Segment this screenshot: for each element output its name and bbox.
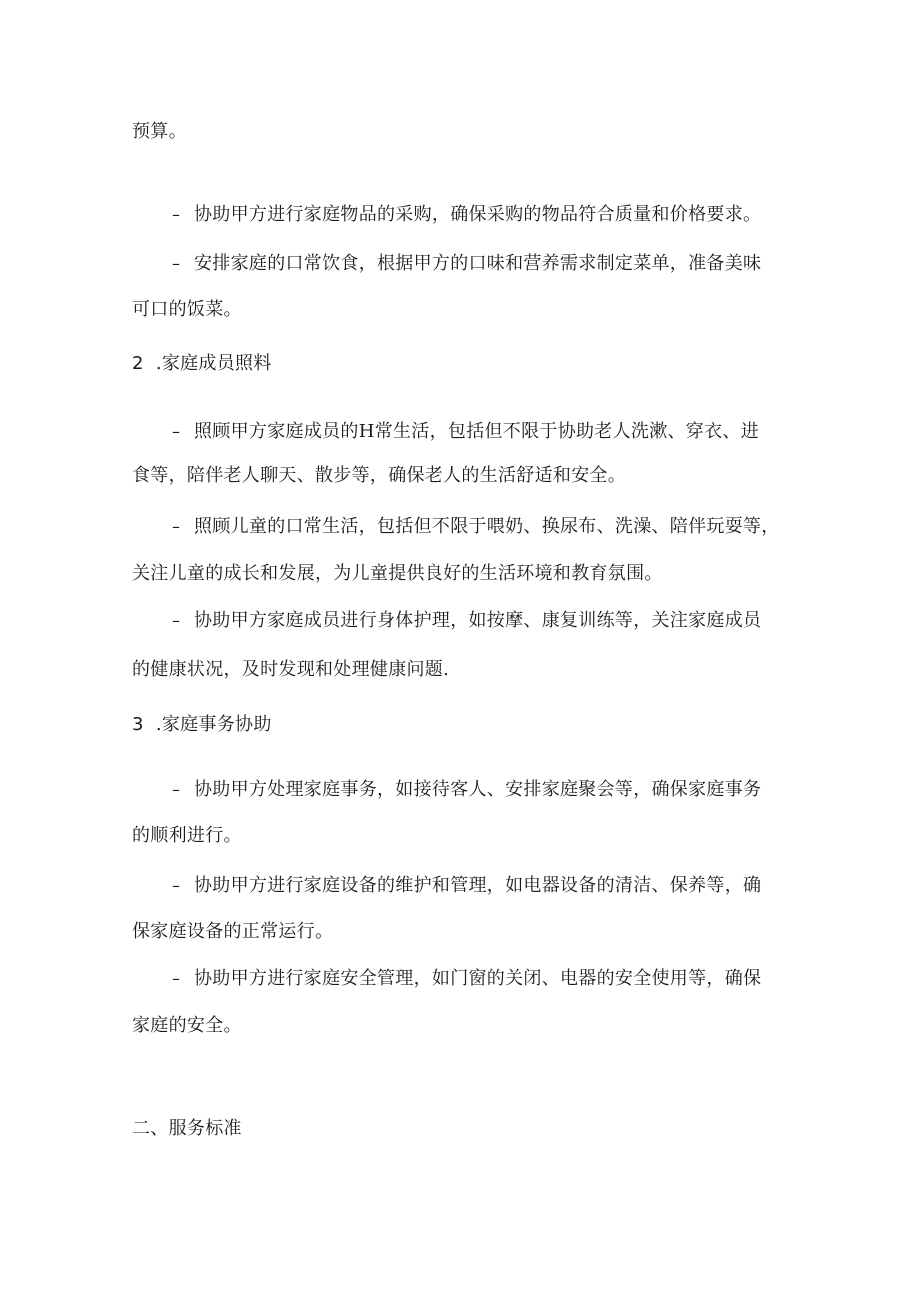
list-item-text: 安排家庭的口常饮食，根据甲方的口味和营养需求制定菜单，准备美味 bbox=[194, 253, 762, 274]
list-item bbox=[172, 778, 761, 802]
list-item-text: 照顾甲方家庭成员的H常生活，包括但不限于协助老人洗漱、穿衣、进 bbox=[194, 421, 759, 442]
list-item bbox=[172, 609, 761, 633]
section-number: 2 bbox=[132, 353, 144, 374]
list-item-continuation: 的顺利进行。 bbox=[132, 825, 242, 846]
list-item-continuation: 可口的饭菜。 bbox=[132, 299, 242, 320]
list-item-text: 协助甲方家庭成员进行身体护理，如按摩、康复训练等，关注家庭成员 bbox=[194, 610, 762, 631]
list-item-continuation: 关注儿童的成长和发展，为儿童提供良好的生活环境和教育氛围。 bbox=[132, 563, 663, 584]
list-item-text: 协助甲方处理家庭事务，如接待客人、安排家庭聚会等，确保家庭事务 bbox=[194, 779, 762, 800]
list-item-text: 协助甲方进行家庭安全管理，如门窗的关闭、电器的安全使用等，确保 bbox=[194, 968, 762, 989]
list-item bbox=[172, 874, 761, 898]
list-item-continuation: 食等，陪伴老人聊天、散步等，确保老人的生活舒适和安全。 bbox=[132, 465, 627, 486]
section-title: .家庭成员照料 bbox=[155, 353, 272, 374]
list-item bbox=[172, 515, 780, 539]
bullet-dash: – bbox=[172, 969, 181, 988]
bullet-dash: – bbox=[172, 205, 181, 224]
section-number: 3 bbox=[132, 714, 144, 735]
list-item-text: 协助甲方进行家庭设备的维护和管理，如电器设备的清洁、保养等，确 bbox=[194, 875, 762, 896]
section-title: .家庭事务协助 bbox=[155, 714, 272, 735]
list-item-text: 协助甲方进行家庭物品的采购，确保采购的物品符合质量和价格要求。 bbox=[194, 204, 762, 225]
intro-tail-text: 预算。 bbox=[132, 121, 187, 142]
list-item-continuation: 家庭的安全。 bbox=[132, 1015, 242, 1036]
section-heading bbox=[132, 713, 272, 737]
section-heading bbox=[132, 352, 272, 376]
list-item-continuation: 保家庭设备的正常运行。 bbox=[132, 921, 334, 942]
bullet-dash: – bbox=[172, 254, 181, 273]
list-item bbox=[172, 203, 761, 227]
chapter-heading: 二、服务标准 bbox=[132, 1118, 242, 1139]
list-item bbox=[172, 420, 759, 444]
bullet-dash: – bbox=[172, 422, 181, 441]
bullet-dash: – bbox=[172, 517, 181, 536]
list-item bbox=[172, 967, 761, 991]
list-item-continuation: 的健康状况，及时发现和处理健康问题. bbox=[132, 659, 450, 680]
list-item bbox=[172, 252, 761, 276]
bullet-dash: – bbox=[172, 876, 181, 895]
bullet-dash: – bbox=[172, 611, 181, 630]
bullet-dash: – bbox=[172, 780, 181, 799]
list-item-text: 照顾儿童的口常生活，包括但不限于喂奶、换尿布、洗澡、陪伴玩耍等， bbox=[194, 516, 780, 537]
